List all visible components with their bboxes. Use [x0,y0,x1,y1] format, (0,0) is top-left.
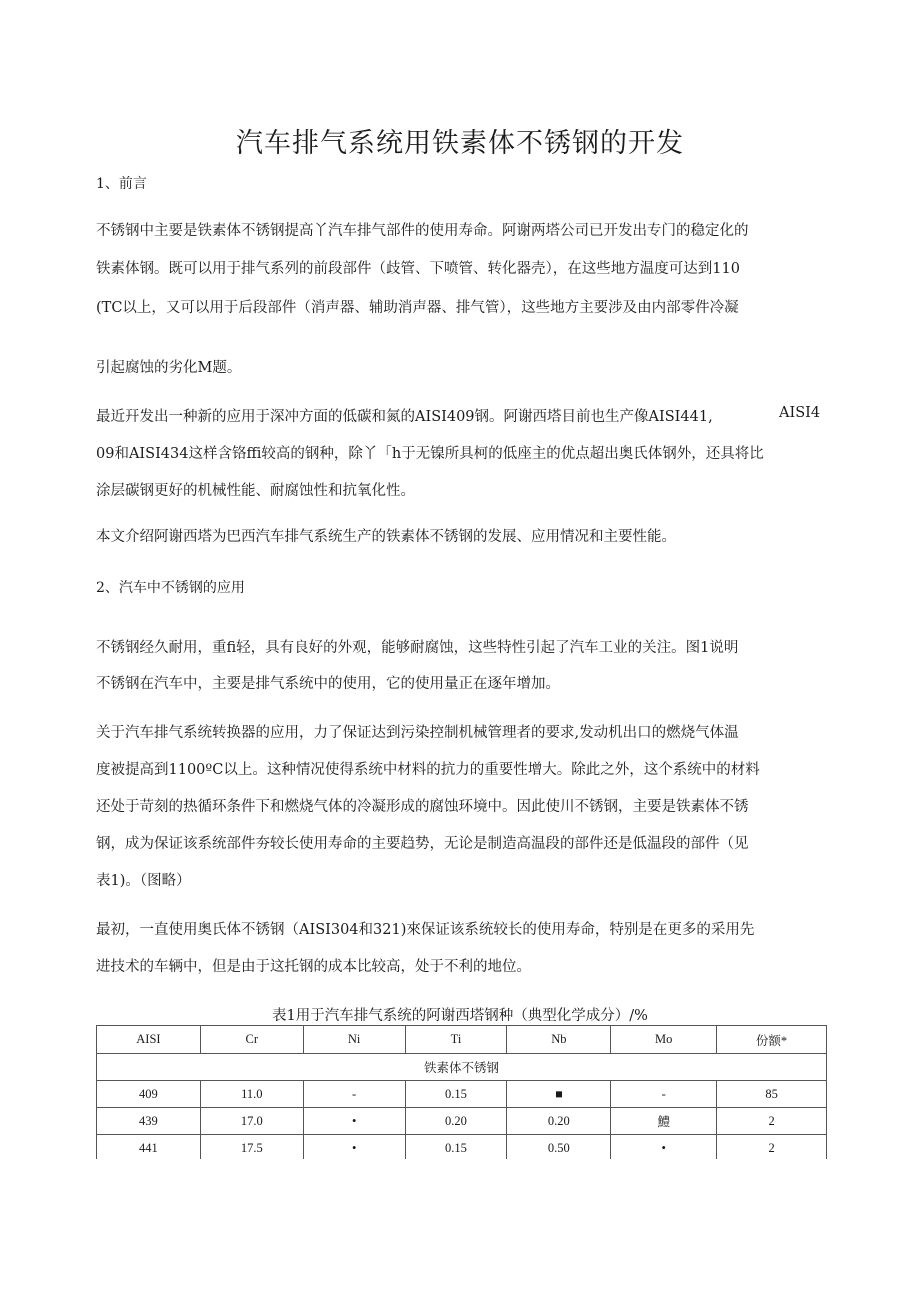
paragraph-1-line-4: 引起腐蚀的劣化M题。 [96,360,242,376]
table-cell: - [611,1081,717,1108]
paragraph-5-line-2: 度被提高到1100ºC以上。这种情况使得系统中材料的抗力的重要性增大。除此之外，这个系统中的材料 [96,762,760,778]
paragraph-3: 本文介绍阿谢西塔为巴西汽车排气系统生产的铁素体不锈钢的发展、应用情况和主要性能。 [96,529,676,545]
table-cell: 0.15 [405,1135,507,1162]
header-ti: Ti [405,1026,507,1054]
paragraph-2-line-1: 最近幵发出一种新的应用于深冲方面的低碳和氮的AISI409钢。阿谢西塔目前也生产像AISI441, [96,409,713,425]
table-cell: ■ [507,1081,611,1108]
table-cell: 11.0 [200,1081,303,1108]
table-cell: 0.50 [507,1135,611,1162]
table-cell: - [303,1081,405,1108]
paragraph-2-line-3: 涂层碳钢更好的机械性能、耐腐蚀性和抗氧化性。 [96,483,415,499]
table-page-cut [96,1159,829,1171]
table-cell: 409 [97,1081,201,1108]
header-aisi: AISI [97,1026,201,1054]
table-cell: • [303,1135,405,1162]
header-mo: Mo [611,1026,717,1054]
table-row [97,1135,827,1162]
paragraph-5-line-4: 钢，成为保证该系统部件夯较长使用寿命的主要趋势，无论是制造高温段的部件还是低温段的部件（见 [96,836,749,852]
paragraph-5-line-1: 关于汽车排气系统转换器的应用，力了保证达到污染控制机械管理者的要求,发动机出口的燃烧气体温 [96,725,739,741]
table-cell: 0.20 [507,1108,611,1135]
paragraph-5-line-5: 表1)。（图略） [96,873,191,889]
paragraph-5-line-3: 还处于苛刻的热循环条件下和燃烧气体的冷凝形成的腐蚀环境中。因此使川不锈钢，主要是铁素体不锈 [96,799,749,815]
table-cell: 439 [97,1108,201,1135]
table-cell: • [611,1135,717,1162]
table-cell: 441 [97,1135,201,1162]
paragraph-4-line-2: 不锈钢在汽车中，主要是排气系统中的使用，它的使用量正在逐年增加。 [96,676,560,692]
table-cell: 85 [717,1081,827,1108]
table-cell: 0.20 [405,1108,507,1135]
header-ni: Ni [303,1026,405,1054]
table-cell: 2 [717,1108,827,1135]
paragraph-6-line-2: 进技术的车辆中，但是由于这托钢的成本比较高，处于不利的地位。 [96,959,531,975]
composition-table [96,1025,827,1162]
table-cell: 鱧 [611,1108,717,1135]
table-row [97,1081,827,1108]
table-cell: 17.0 [200,1108,303,1135]
paragraph-1-line-2: 铁素体钢。既可以用于排气系列的前段部件（歧管、下喷管、转化器壳），在这些地方温度可达到110 [96,261,740,277]
paragraph-2-line-1-tail: AISI4 [779,405,821,421]
paragraph-1-line-3: (TC以上，又可以用于后段部件（消声器、辅助消声器、排气管），这些地方主要涉及由内部零件冷凝 [96,300,739,316]
document-title: 汽车排气系统用铁素体不锈钢的开发 [236,128,684,159]
group-label-ferritic: 铁素体不锈钢 [97,1054,827,1081]
paragraph-2-line-2: 09和AISI434这样含铬ffi较高的钢种，除丫「h于无镍所具柯的低座主的优点超出奥氏体钢外，还具将比 [96,446,764,462]
paragraph-4-line-1: 不锈钢经久耐用，重fi轻，具有良好的外观，能够耐腐蚀，这些特性引起了汽车工业的关注。图1说明 [96,640,739,656]
paragraph-6-line-1: 最初，一直使用奥氏体不锈钢（AISI304和321)來保证该系统较长的使用寿命，特别是在更多的采用先 [96,922,755,938]
table-caption: 表1用于汽车排气系统的阿谢西塔钢种（典型化学成分）/% [272,1008,648,1024]
table-header-row [97,1026,827,1054]
header-cr: Cr [200,1026,303,1054]
paragraph-1-line-1: 不锈钢中主要是铁素体不锈钢提高丫汽车排气部件的使用寿命。阿谢两塔公司已开发出专门的稳定化的 [96,223,749,239]
header-share: 份额* [717,1026,827,1054]
header-nb: Nb [507,1026,611,1054]
table-cell: 0.15 [405,1081,507,1108]
table-cell: 17.5 [200,1135,303,1162]
section-heading-2: 2、汽车中不锈钢的应用 [96,580,245,596]
table-group-row [97,1054,827,1081]
section-heading-1: 1、前言 [96,176,147,192]
table-row [97,1108,827,1135]
table-cell: • [303,1108,405,1135]
table-cell: 2 [717,1135,827,1162]
